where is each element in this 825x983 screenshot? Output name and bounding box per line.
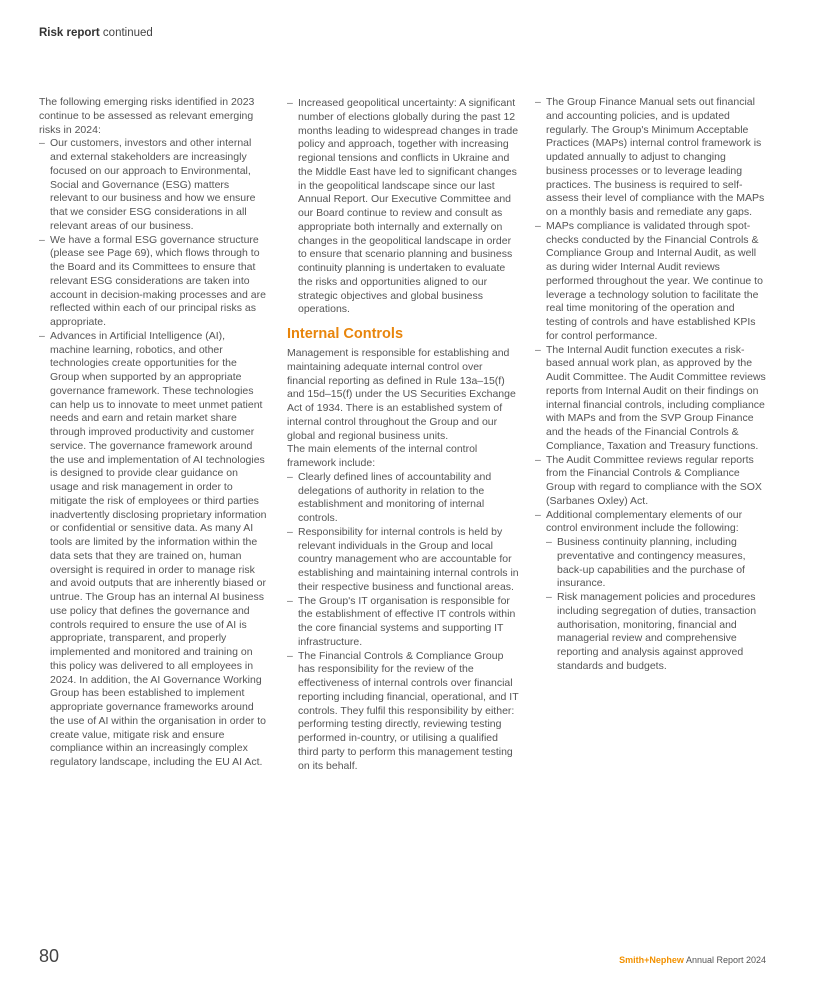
internal-controls-framework-intro: The main elements of the internal control framework include: [287, 443, 478, 469]
page-number: 80 [39, 946, 60, 966]
list-item: – The Financial Controls & Compliance Group has responsibility for the review of the effectiveness of internal controls over financial reporting including financial, operational, and IT controls. They fulfil this responsibility by either: performing testing directly, reviewing testing performed in-country, or utilising a qualified third party to perform this management testing on its behalf. [287, 650, 519, 774]
list-item [535, 509, 766, 674]
column-middle [287, 97, 519, 773]
running-header [39, 27, 153, 39]
list-item: – Increased geopolitical uncertainty: A significant number of elections globally during the past 12 months leading to widespread changes in trade policy and approach, together with increasing regional tensions and conflicts in Ukraine and the Middle East have led to significant changes in the geopolitical landscape since our last Annual Report. Our Executive Committee and our Board continue to review and consult as appropriate both internally and externally on changes in the geopolitical landscape in order to ensure that scenario planning and business continuity planning is undertaken to evaluate the risks and opportunities aligned to our strategic objectives and global business operations. [287, 97, 519, 317]
report-title: Annual Report 2024 [685, 955, 766, 965]
sublist-item: – Risk management policies and procedures including segregation of duties, transaction authorisation, monitoring, financial and managerial review and comprehensive reporting and analysis against approved standards and budgets. [546, 591, 766, 674]
internal-controls-list [287, 471, 519, 774]
list-item: – The Audit Committee reviews regular reports from the Financial Controls & Compliance Group with regard to compliance with the SOX (Sarbanes Oxley) Act. [535, 454, 766, 509]
emerging-risks-intro: The following emerging risks identified in 2023 continue to be assessed as relevant emerging risks in 2024: [39, 96, 255, 136]
list-item: – The Group's IT organisation is responsible for the establishment of effective IT controls within the core financial systems and supporting IT infrastructure. [287, 595, 519, 650]
column-right [535, 96, 766, 674]
list-item: – Responsibility for internal controls is held by relevant individuals in the Group and local country management who are accountable for establishing and maintaining internal controls in their respective business and functional areas. [287, 526, 519, 595]
report-footer [619, 955, 766, 965]
brand-logo-text: Smith+Nephew [619, 955, 684, 965]
list-item: – Our customers, investors and other internal and external stakeholders are increasingly focused on our approach to Environmental, Social and Governance (ESG) matters relevant to our business and how we ensure that we consider ESG considerations in all relevant areas of our business. [39, 137, 267, 233]
list-item: – Advances in Artificial Intelligence (AI), machine learning, robotics, and other technologies create opportunities for the Group when supported by an appropriate governance framework. These technologies can help us to innovate to meet unmet patient needs and earn and retain market share through improved productivity and customer service. The governance framework around the use and implementation of AI technologies is designed to provide clear guidance on usage and risk management in order to mitigate the risk of employees or third parties inadvertently disclosing proprietary information or confidential or sensitive data. As many AI tools are limited by the information within the data sets that they are trained on, human oversight is required in order to manage risk and avoid outputs that are inherently biased or untrue. The Group has an internal AI business use policy that defines the governance and controls required to ensure the use of AI is appropriate, transparent, and properly implemented and monitored and training on this policy was delivered to all employees in 2024. In addition, the AI Governance Working Group has been established to implement appropriate governance frameworks around the use of AI within the organisation in order to create value, mitigate risk and ensure compliance within an increasingly complex regulatory landscape, including the EU AI Act. [39, 330, 267, 770]
emerging-risks-list [39, 137, 267, 770]
list-item-text: Additional complementary elements of our control environment include the following: [546, 508, 743, 535]
internal-controls-list-continued [535, 96, 766, 674]
internal-controls-paragraph: Management is responsible for establishing and maintaining adequate internal control over financial reporting as defined in Rule 13a–15(f) and 15d–15(f) under the US Securities Exchange Act of 1934. There is an established system of internal control throughout the Group and our global and regional business units. [287, 347, 516, 442]
list-item: – The Group Finance Manual sets out financial and accounting policies, and is updated regularly. The Group's Minimum Acceptable Practices (MAPs) internal control framework is updated annually to adjust to changing business processes or to leverage leading practices. The business is required to self-assess their level of compliance with the MAPs on a monthly basis and remediate any gaps. [535, 96, 766, 220]
internal-controls-heading: Internal Controls [287, 326, 404, 342]
list-item: – We have a formal ESG governance structure (please see Page 69), which flows through to the Board and its Committees to ensure that relevant ESG considerations are taken into account in decision-making processes and are reflected within each of our principal risks as appropriate. [39, 234, 267, 330]
list-item: – MAPs compliance is validated through spot-checks conducted by the Financial Controls & Compliance Group and Internal Audit, as well as during wider Internal Audit reviews performed throughout the year. We continue to leverage a technology solution to facilitate the real time monitoring of the operation and testing of controls and have established KPIs for control performance. [535, 220, 766, 344]
header-continued: continued [102, 27, 153, 39]
list-item: – The Internal Audit function executes a risk-based annual work plan, as approved by the Audit Committee. The Audit Committee reviews reports from Internal Audit on their findings on internal financial controls, including compliance with MAPs and from the SVP Group Finance and the heads of the Financial Controls & Compliance, Taxation and Treasury functions. [535, 344, 766, 454]
sublist-item: – Business continuity planning, including preventative and contingency measures, back-up capabilities and the purchase of insurance. [546, 536, 766, 591]
complementary-elements-sublist [546, 536, 766, 674]
header-section-title: Risk report [39, 27, 100, 39]
list-item: – Clearly defined lines of accountability and delegations of authority in relation to the establishment and monitoring of internal controls. [287, 471, 519, 526]
emerging-risks-list-continued [287, 97, 519, 317]
column-left [39, 96, 267, 770]
